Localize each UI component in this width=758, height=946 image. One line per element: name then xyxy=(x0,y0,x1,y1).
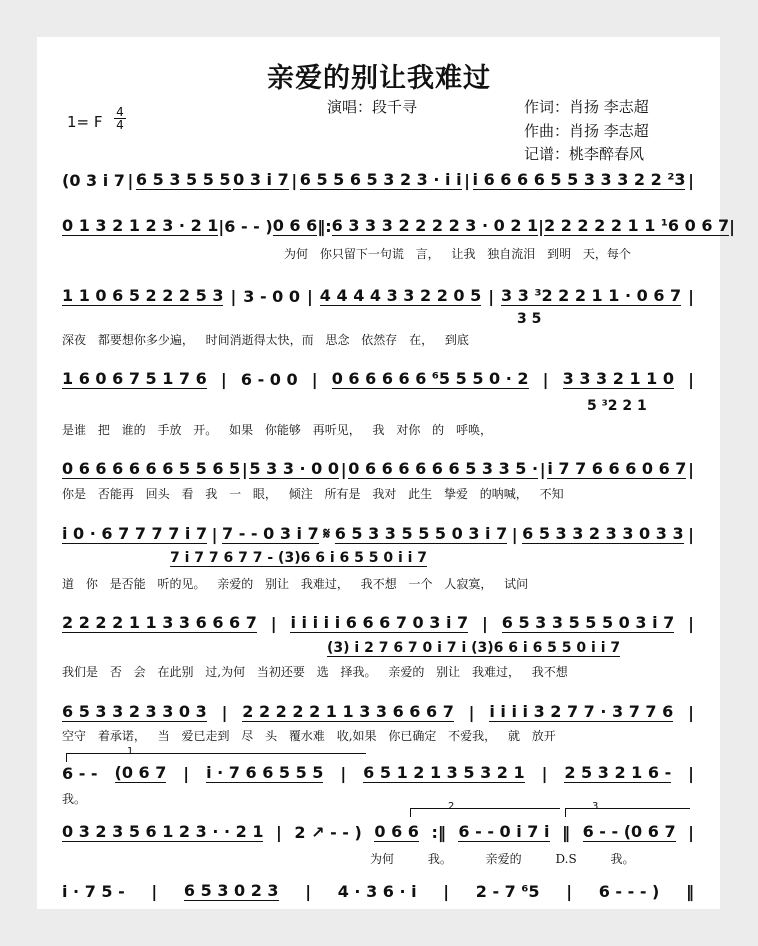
repeat-start: ‖: xyxy=(317,216,332,236)
transcriber-credit: 记谱：桃李醉春风 xyxy=(524,145,645,163)
volta-bracket-1 xyxy=(66,753,366,754)
note-group: 6 3 3 3 2 2 2 2 3 · 0 2 1 xyxy=(331,216,539,235)
notation-row-2 xyxy=(62,212,736,240)
note-group: 6 5 3 3 2 3 3 0 3 xyxy=(62,702,207,721)
barline: | xyxy=(221,702,228,722)
lyric-row-6: 道 你 是否能 听的见。 亲爱的 别让 我难过， 我不想 一个 人寂寞， 试问 xyxy=(62,577,529,591)
note-group: 0 6 6 xyxy=(374,822,419,841)
note-group: 2 5 3 2 1 6 - xyxy=(564,763,672,782)
note-group: 6 5 1 2 1 3 5 3 2 1 xyxy=(363,763,525,782)
barline: | xyxy=(211,524,218,544)
note-group: (0 6 7 xyxy=(114,763,167,782)
note-group: 6 5 3 5 5 5 xyxy=(135,170,231,189)
lyric-row-3: 深夜 都要想你多少遍， 时间消逝得太快，而 思念 依然存 在， 到底 xyxy=(62,333,469,347)
notation-row-3 xyxy=(62,282,694,310)
barline: | xyxy=(688,702,694,722)
barline: | xyxy=(241,459,248,479)
note-group: 2 2 2 2 1 1 3 3 6 6 6 7 xyxy=(62,613,257,632)
note-group: (0 3 i 7 xyxy=(62,170,125,190)
barline: | xyxy=(688,459,694,479)
note-group: 5 3 3 · 0 0 xyxy=(249,459,340,478)
note-group: 6 5 3 3 5 5 5 0 3 i 7 xyxy=(334,524,508,543)
notation-row-11 xyxy=(62,877,694,905)
sub-notes-row-7: (3) i 2 7 6 7 0 i 7 i (3)6 6 i 6 5 5 0 i i 7 xyxy=(327,640,621,656)
lyric-row-4: 是谁 把 谁的 手放 开。 如果 你能够 再听见， 我 对你 的 呼唤， xyxy=(62,423,492,437)
song-title: 亲爱的别让我难过 xyxy=(267,63,491,94)
note-group: 6 - 0 0 xyxy=(240,369,298,389)
barline: | xyxy=(306,286,313,306)
barline: | xyxy=(340,763,347,783)
barline: | xyxy=(183,763,190,783)
barline: | xyxy=(688,369,694,389)
note-group: 6 - - ) xyxy=(224,216,273,236)
barline: | xyxy=(291,170,298,190)
time-signature xyxy=(114,106,126,131)
note-group: 0 3 i 7 xyxy=(233,170,289,189)
repeat-end: :‖ xyxy=(431,822,446,842)
note-group: 0 6 6 6 6 6 6 5 5 6 5 xyxy=(62,459,241,478)
lyric-row-10: 为何 我。 亲爱的 D.S 我。 xyxy=(370,852,635,866)
barline: | xyxy=(488,286,495,306)
barline: | xyxy=(311,369,318,389)
barline: | xyxy=(688,286,694,306)
lyric-row-5: 你是 否能再 回头 看 我 一 眼， 倾注 所有是 我对 此生 挚爱 的呐喊， 不知 xyxy=(62,487,564,501)
note-group: i 6 6 6 6 5 5 3 3 3 2 2 ²3 xyxy=(472,170,686,189)
barline: | xyxy=(566,881,573,901)
lyric-row-7: 我们是 否 会 在此别 过,为何 当初还要 选 择我。 亲爱的 别让 我难过， 我不想 xyxy=(62,665,568,679)
note-group: 6 - - xyxy=(62,763,98,783)
note-group: i · 7 6 6 5 5 5 xyxy=(206,763,324,782)
barline: | xyxy=(688,613,694,633)
note-group: i i i i i 6 6 6 7 0 3 i 7 xyxy=(290,613,469,632)
note-group: 6 - - 0 i 7 i xyxy=(458,822,550,841)
volta-number-1: 1 xyxy=(127,746,134,757)
note-group: 2 2 2 2 2 1 1 ¹6 0 6 7 xyxy=(544,216,730,235)
barline: | xyxy=(468,702,475,722)
note-group: i i i i 3 2 7 7 · 3 7 7 6 xyxy=(489,702,674,721)
volta-bracket-3 xyxy=(565,808,690,809)
barline: | xyxy=(688,822,694,842)
notation-row-7 xyxy=(62,609,694,637)
barline: | xyxy=(230,286,237,306)
note-group: i 0 · 6 7 7 7 7 i 7 xyxy=(62,524,208,543)
note-group: 3 3 ³2 2 2 1 1 · 0 6 7 xyxy=(501,286,682,305)
barline: | xyxy=(688,170,694,190)
segno-sign: 𝄋 xyxy=(323,524,331,543)
barline: | xyxy=(688,763,694,783)
note-group: 2 ↗ - - ) xyxy=(294,822,362,842)
note-group: 0 6 6 6 6 6 ⁶5 5 5 0 · 2 xyxy=(331,369,529,388)
barline: | xyxy=(688,524,694,544)
lyric-row-9: 我。 xyxy=(62,792,87,806)
note-group: 6 5 3 0 2 3 xyxy=(183,881,279,900)
sub-notes-row-3: 3 5 xyxy=(517,311,542,327)
lyric-row-2: 为何 你只留下一句谎 言， 让我 独自流泪 到明 天，每个 xyxy=(284,247,631,261)
key-signature: 1= F xyxy=(67,113,103,131)
notation-row-6 xyxy=(62,520,694,548)
barline: | xyxy=(538,216,544,236)
note-group: 6 5 3 3 2 3 3 0 3 3 xyxy=(522,524,684,543)
barline: | xyxy=(542,369,549,389)
volta-bracket-2 xyxy=(410,808,560,809)
sub-notes-row-6: 7 i 7 7 6 7 7 - (3)6 6 i 6 5 5 0 i i 7 xyxy=(170,550,428,566)
final-barline: ‖ xyxy=(686,881,694,901)
lyricist-credit: 作词：肖扬 李志超 xyxy=(524,98,649,116)
barline: | xyxy=(305,881,312,901)
barline: | xyxy=(511,524,518,544)
volta-number-2: 2 xyxy=(448,801,455,812)
note-group: 0 6 6 6 6 6 6 5 3 3 5 · xyxy=(348,459,539,478)
note-group: 0 1 3 2 1 2 3 · 2 1 xyxy=(62,216,219,235)
note-group: i · 7 5 - xyxy=(62,881,125,901)
note-group: i 7 7 6 6 6 0 6 7 xyxy=(547,459,687,478)
time-signature-top: 4 xyxy=(116,105,124,119)
note-group: 2 - 7 ⁶5 xyxy=(475,881,540,901)
barline: | xyxy=(443,881,450,901)
barline: | xyxy=(729,216,736,236)
note-group: 3 - 0 0 xyxy=(243,286,300,306)
barline: | xyxy=(539,459,546,479)
note-group: 6 5 3 3 5 5 5 0 3 i 7 xyxy=(501,613,675,632)
note-group: 0 3 2 3 5 6 1 2 3 · · 2 1 xyxy=(62,822,264,841)
notation-row-5 xyxy=(62,455,694,483)
barline: | xyxy=(127,170,134,190)
barline: | xyxy=(220,369,227,389)
double-barline: ‖ xyxy=(562,822,571,842)
note-group: 1 1 0 6 5 2 2 2 5 3 xyxy=(62,286,224,305)
note-group: 3 3 3 2 1 1 0 xyxy=(562,369,674,388)
note-group: 4 · 3 6 · i xyxy=(337,881,417,901)
notation-row-1 xyxy=(62,166,694,194)
notation-row-4 xyxy=(62,365,694,393)
note-group: 6 - - - ) xyxy=(598,881,660,901)
note-group: 4 4 4 4 3 3 2 2 0 5 xyxy=(319,286,482,305)
notation-row-10 xyxy=(62,818,694,846)
barline: | xyxy=(541,763,548,783)
barline: | xyxy=(464,170,470,190)
note-group: 0 6 6 xyxy=(272,216,318,235)
barline: | xyxy=(340,459,347,479)
barline: | xyxy=(218,216,225,236)
lyric-row-8: 空守 着承诺， 当 爱已走到 尽 头 覆水难 收,如果 你已确定 不爱我， 就 放开 xyxy=(62,729,556,743)
note-group: 2 2 2 2 2 1 1 3 3 6 6 6 7 xyxy=(242,702,454,721)
time-signature-bottom: 4 xyxy=(114,118,126,131)
note-group: 6 5 5 6 5 3 2 3 · i i xyxy=(299,170,462,189)
barline: | xyxy=(151,881,158,901)
note-group: 1 6 0 6 7 5 1 7 6 xyxy=(62,369,207,388)
sub-notes-row-4: 5 ³2 2 1 xyxy=(587,398,647,414)
notation-row-8 xyxy=(62,698,694,726)
barline: | xyxy=(276,822,282,842)
barline: | xyxy=(482,613,488,633)
singer-credit: 演唱：段千寻 xyxy=(327,98,418,116)
volta-number-3: 3 xyxy=(592,801,599,812)
barline: | xyxy=(270,613,277,633)
composer-credit: 作曲：肖扬 李志超 xyxy=(524,122,649,140)
note-group: 7 - - 0 3 i 7 xyxy=(222,524,319,543)
note-group: 6 - - (0 6 7 xyxy=(582,822,676,841)
notation-row-9 xyxy=(62,759,694,787)
